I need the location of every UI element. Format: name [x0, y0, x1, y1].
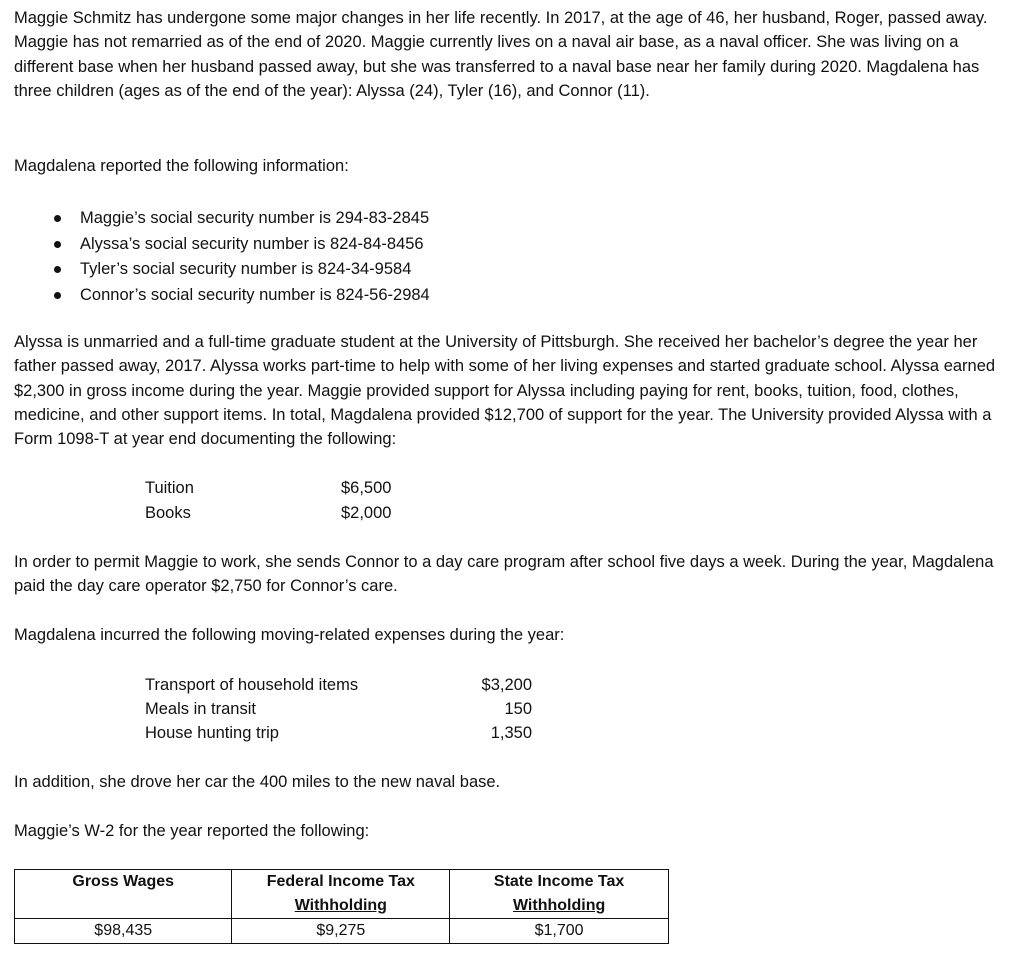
header-line: Withholding	[512, 897, 606, 914]
header-line: Gross Wages	[72, 873, 175, 890]
ssn-text: Maggie’s social security number is 294-83-2845	[80, 209, 430, 227]
header-line: Withholding	[294, 897, 387, 914]
header-line: State Income Tax	[493, 873, 625, 890]
table-header-row	[15, 870, 669, 919]
list-item	[14, 283, 430, 309]
w2-header-gross-wages	[15, 870, 232, 919]
header-line: Federal Income Tax	[266, 873, 415, 890]
moving-intro: Magdalena incurred the following moving-related expenses during the year:	[14, 626, 565, 644]
ssn-text: Alyssa’s social security number is 824-84-8456	[80, 234, 424, 253]
list-item	[14, 257, 430, 283]
form-1098t-label: Tuition	[145, 479, 194, 497]
form-1098t-label: Books	[145, 504, 191, 522]
bullet-icon	[54, 266, 61, 273]
intro-paragraph: Maggie Schmitz has undergone some major changes in her life recently. In 2017, at the age of 46, her husband, Roger, passed away. Maggie has not remarried as of the end of 2020. Maggie currently lives on a naval air base, as a naval officer. She was living on a different base when her husband passed away, but she was transferred to a naval base near her family during 2020. Magdalena has three children (ages as of the end of the year): Alyssa (24), Tyler (16), and Connor (11).	[14, 9, 988, 100]
moving-expense-amount: 150	[504, 700, 532, 718]
moving-expense-amount: 1,350	[490, 724, 532, 742]
list-item	[14, 232, 430, 258]
moving-expense-row	[145, 673, 545, 697]
w2-header-federal-withholding	[232, 870, 450, 919]
daycare-paragraph: In order to permit Maggie to work, she sends Connor to a day care program after school five days a week. During the year, Magdalena paid the day care operator $2,750 for Connor’s care.	[14, 553, 994, 596]
form-1098t-amount: $2,000	[341, 504, 392, 522]
ssn-text: Connor’s social security number is 824-56-2984	[80, 285, 430, 304]
drive-paragraph: In addition, she drove her car the 400 miles to the new naval base.	[14, 773, 501, 791]
list-item	[14, 206, 430, 232]
moving-expense-row	[145, 721, 545, 745]
w2-header-state-withholding	[450, 870, 669, 919]
alyssa-paragraph: Alyssa is unmarried and a full-time graduate student at the University of Pittsburgh. She received her bachelor’s degree the year her father passed away, 2017. Alyssa works part-time to help with some of her living expenses and started graduate school. Alyssa earned $2,300 in gross income during the year. Maggie provided support for Alyssa including paying for rent, books, tuition, food, clothes, medicine, and other support items. In total, Magdalena provided $12,700 of support for the year. The University provided Alyssa with a Form 1098-T at year end documenting the following:	[14, 333, 996, 449]
moving-expense-label: House hunting trip	[145, 724, 279, 742]
reported-intro: Magdalena reported the following information:	[14, 157, 349, 175]
moving-expense-row	[145, 697, 545, 721]
moving-expense-label: Transport of household items	[145, 676, 359, 694]
bullet-icon	[54, 215, 61, 222]
w2-table	[14, 869, 669, 944]
w2-state-withholding-value: $1,700	[450, 919, 669, 944]
bullet-icon	[54, 292, 61, 299]
form-1098t-amount: $6,500	[341, 479, 392, 497]
moving-expense-amount: $3,200	[481, 676, 532, 694]
w2-gross-wages-value: $98,435	[15, 919, 232, 944]
table-row	[15, 919, 669, 944]
ssn-text: Tyler’s social security number is 824-34-9584	[80, 260, 412, 278]
moving-expense-label: Meals in transit	[145, 700, 256, 718]
bullet-icon	[54, 241, 61, 248]
ssn-list	[14, 206, 430, 308]
w2-intro: Maggie’s W-2 for the year reported the following:	[14, 822, 370, 840]
w2-federal-withholding-value: $9,275	[232, 919, 450, 944]
moving-expenses-list	[145, 673, 545, 745]
